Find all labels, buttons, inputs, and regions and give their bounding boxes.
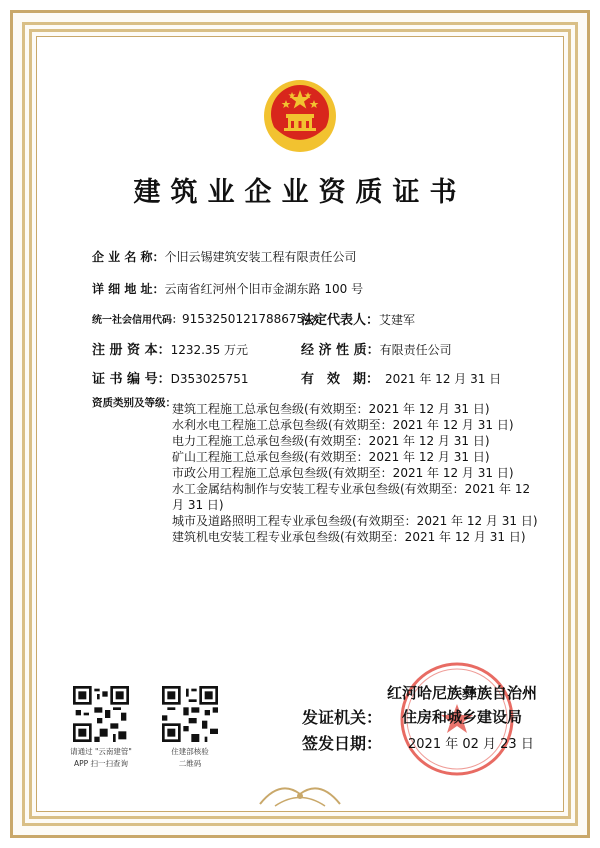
company-name-label: 企 业 名 称： <box>92 250 165 264</box>
qualification-item: 矿山工程施工总承包叁级(有效期至：2021 年 12 月 31 日) <box>172 450 490 464</box>
certificate-title: 建筑业企业资质证书 <box>133 177 467 208</box>
issuer-name-line2: 住房和城乡建设局 <box>401 708 522 726</box>
issuer-label: 发证机关： <box>302 708 383 727</box>
capital-row <box>92 339 248 358</box>
issue-date-label: 签发日期： <box>302 734 383 753</box>
qualification-item: 建筑机电安装工程专业承包叁级(有效期至：2021 年 12 月 31 日) <box>172 530 526 544</box>
legal-rep-label: 法定代表人： <box>301 313 380 328</box>
bottom-ornament-icon <box>250 774 350 814</box>
address-row <box>92 280 363 297</box>
address-value: 云南省红河州个旧市金湖东路 100 号 <box>164 282 364 296</box>
credit-code-value: 91532501217886754x <box>182 312 319 326</box>
cert-no-value: D353025751 <box>170 372 249 386</box>
issue-date-value: 2021 年 02 月 23 日 <box>408 737 534 752</box>
company-name-value: 个旧云锡建筑安装工程有限责任公司 <box>164 250 357 264</box>
qualification-item: 建筑工程施工总承包叁级(有效期至：2021 年 12 月 31 日) <box>172 402 490 416</box>
qualifications-list <box>172 401 544 545</box>
qualification-item: 电力工程施工总承包叁级(有效期至：2021 年 12 月 31 日) <box>172 434 490 448</box>
qualifications-label: 资质类别及等级： <box>92 397 176 409</box>
qr-right-caption: 住建部核验 二维码 <box>171 747 209 768</box>
credit-code-row <box>92 311 319 326</box>
econ-type-row <box>301 339 452 358</box>
validity-value: 2021 年 12 月 31 日 <box>385 372 502 386</box>
cert-no-row <box>92 368 249 387</box>
legal-rep-row <box>301 309 415 328</box>
capital-value: 1232.35 万元 <box>170 343 249 357</box>
credit-code-label: 统一社会信用代码： <box>92 315 182 326</box>
validity-row <box>301 368 501 387</box>
econ-type-label: 经 济 性 质： <box>301 343 380 358</box>
legal-rep-value: 艾建军 <box>379 313 416 327</box>
econ-type-value: 有限责任公司 <box>379 343 452 357</box>
cert-no-label: 证 书 编 号： <box>92 372 171 387</box>
address-label: 详 细 地 址： <box>92 282 165 296</box>
qr-code-left-icon <box>73 686 129 742</box>
company-name-row <box>92 248 357 265</box>
validity-label: 有 效 期： <box>301 372 380 387</box>
national-emblem-icon <box>262 78 338 154</box>
qualification-item: 城市及道路照明工程专业承包叁级(有效期至：2021 年 12 月 31 日) <box>172 514 538 528</box>
issuer-name-line1: 红河哈尼族彝族自治州 <box>386 684 537 702</box>
capital-label: 注 册 资 本： <box>92 343 171 358</box>
qr-left-caption: 请通过 "云南建管" APP 扫一扫查询 <box>70 747 132 768</box>
qualification-item: 市政公用工程施工总承包叁级(有效期至：2021 年 12 月 31 日) <box>172 466 514 480</box>
qualification-item: 水利水电工程施工总承包叁级(有效期至：2021 年 12 月 31 日) <box>172 418 514 432</box>
qualification-item: 水工金属结构制作与安装工程专业承包叁级(有效期至：2021 年 12 月 31 日) <box>172 482 531 512</box>
qr-code-right-icon <box>162 686 218 742</box>
